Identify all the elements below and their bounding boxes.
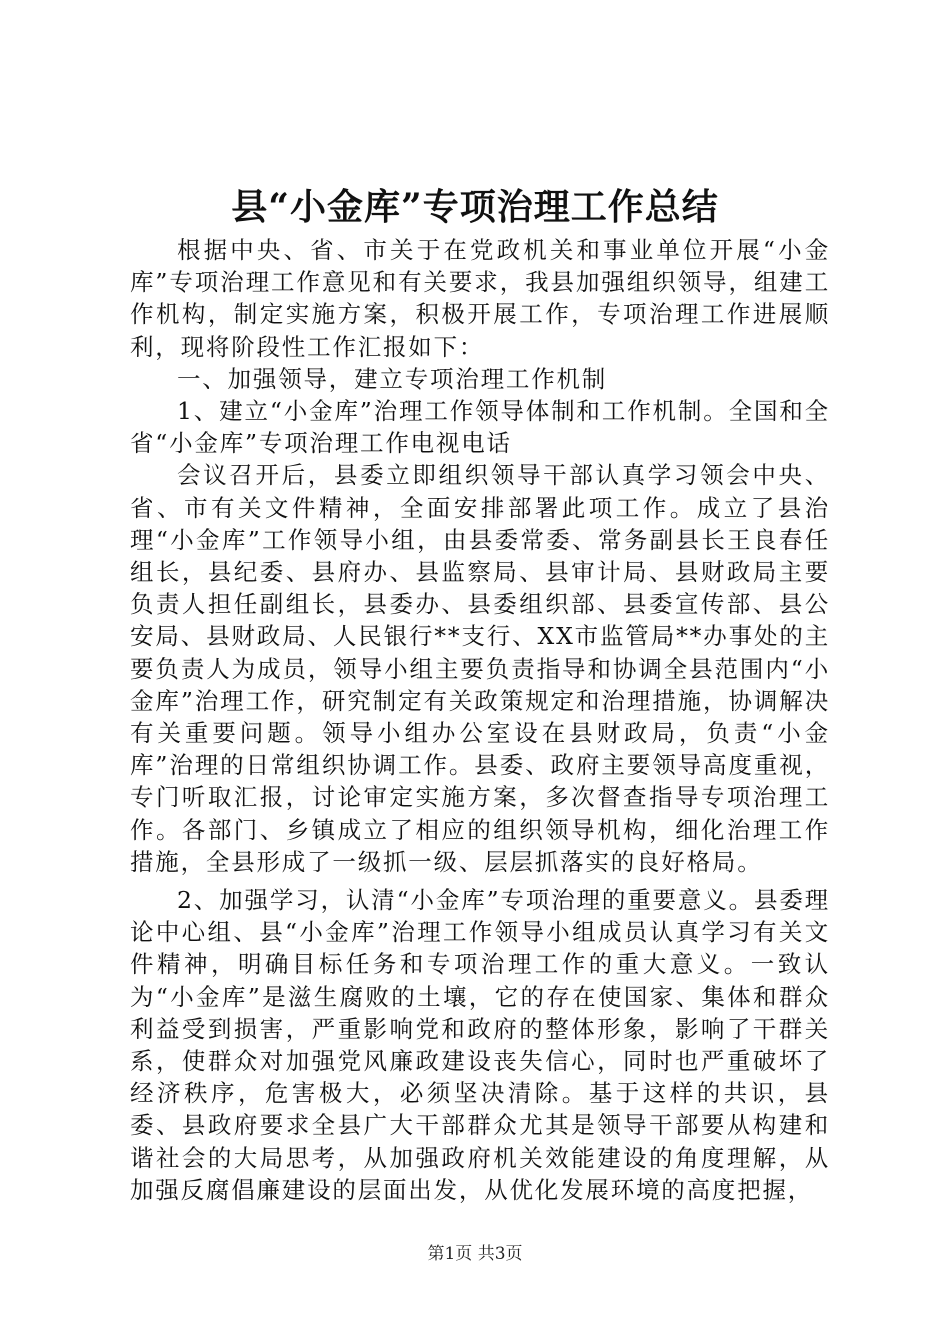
paragraph-meeting: 会议召开后，县委立即组织领导干部认真学习领会中央、省、市有关文件精神，全面安排部署此项工作。成立了县治理“小金库”工作领导小组，由县委常委、常务副县长王良春任组长，县纪委、县府办、县监察局、县审计局、县财政局主要负责人担任副组长，县委办、县委组织部、县委宣传部、县公安局、县财政局、人民银行**支行、XX市监管局**办事处的主要负责人为成员，领导小组主要负责指导和协调全县范围内“小金库”治理工作，研究制定有关政策规定和治理措施，协调解决有关重要问题。领导小组办公室设在县财政局，负责“小金库”治理的日常组织协调工作。县委、政府主要领导高度重视，专门听取汇报，讨论审定实施方案，多次督查指导专项治理工作。各部门、乡镇成立了相应的组织领导机构，细化治理工作措施，全县形成了一级抓一级、层层抓落实的良好格局。 bbox=[130, 461, 830, 876]
document-title: 县“小金库”专项治理工作总结 bbox=[231, 186, 719, 228]
paragraph-item-2: 2、加强学习，认清“小金库”专项治理的重要意义。县委理论中心组、县“小金库”治理工作领导小组成员认真学习有关文件精神，明确目标任务和专项治理工作的重大意义。一致认为“小金库”是滋生腐败的土壤，它的存在使国家、集体和群众利益受到损害，严重影响党和政府的整体形象，影响了干群关系，使群众对加强党风廉政建设丧失信心，同时也严重破坏了经济秩序，危害极大，必须坚决清除。基于这样的共识，县委、县政府要求全县广大干部群众尤其是领导干部要从构建和谐社会的大局思考，从加强政府机关效能建设的角度理解，从加强反腐倡廉建设的层面出发，从优化发展环境的高度把握， bbox=[130, 886, 830, 1204]
paragraph-item-1: 1、建立“小金库”治理工作领导体制和工作机制。全国和全省“小金库”专项治理工作电视电话 bbox=[130, 397, 830, 458]
section-heading-1: 一、加强领导，建立专项治理工作机制 bbox=[177, 364, 608, 393]
document-body bbox=[130, 234, 830, 1206]
page-number: 第1页 共3页 bbox=[427, 1244, 523, 1264]
paragraph-intro: 根据中央、省、市关于在党政机关和事业单位开展“小金库”专项治理工作意见和有关要求，我县加强组织领导，组建工作机构，制定实施方案，积极开展工作，专项治理工作进展顺利，现将阶段性工作汇报如下： bbox=[130, 236, 830, 361]
